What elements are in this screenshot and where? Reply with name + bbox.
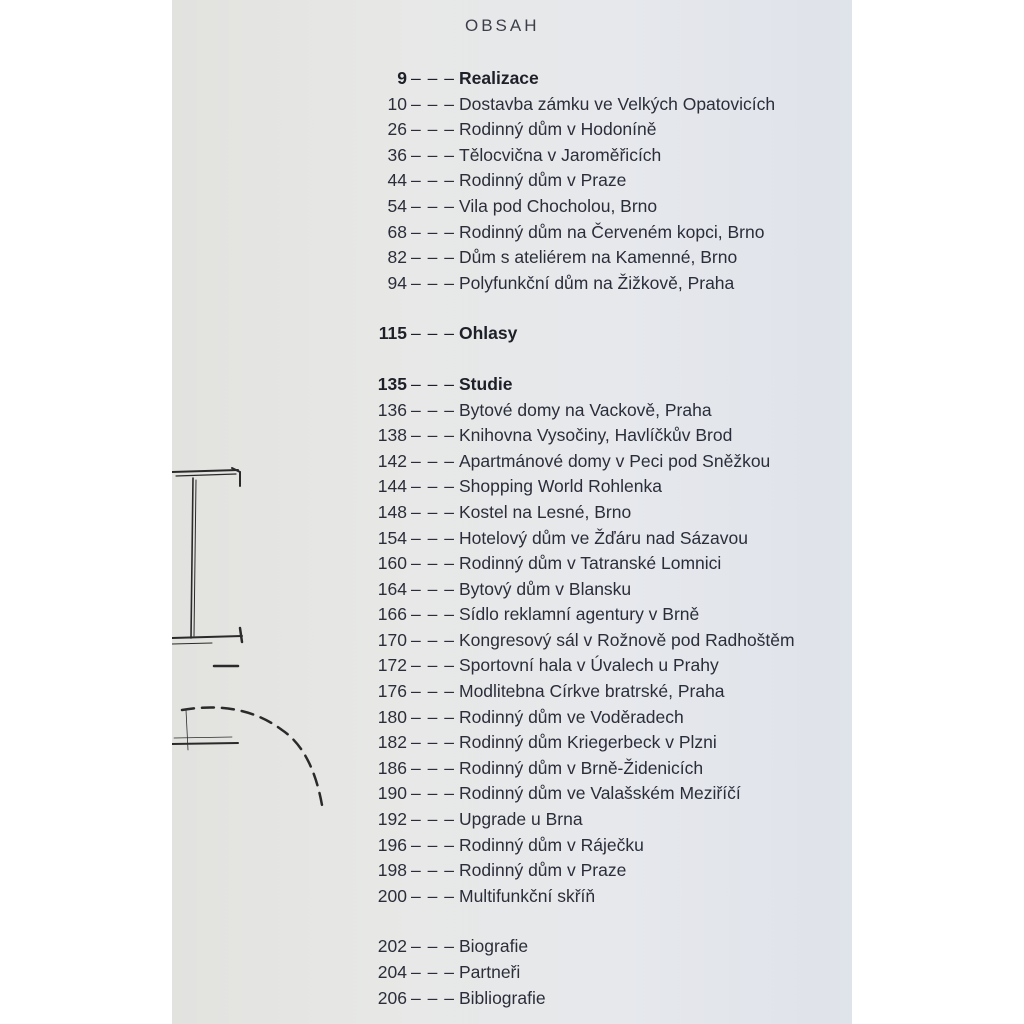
toc-entry: [355, 551, 845, 577]
toc-page-number: 180: [377, 706, 407, 727]
toc-page-number: 94: [387, 272, 407, 293]
toc-page-number: 154: [377, 527, 407, 548]
toc-title: Tělocvična v Jaroměřicích: [459, 144, 662, 165]
toc-separator: – – –: [411, 527, 455, 548]
toc-separator: – – –: [411, 706, 455, 727]
toc-title: Multifunkční skříň: [459, 885, 596, 906]
toc-separator: – – –: [411, 93, 455, 114]
toc-separator: – – –: [411, 885, 455, 906]
toc-entry: [355, 934, 845, 960]
toc-page-number: 54: [387, 195, 407, 216]
toc-separator: – – –: [411, 834, 455, 855]
toc-page-number: 164: [377, 578, 407, 599]
toc-separator: – – –: [411, 860, 455, 881]
toc-separator: – – –: [411, 144, 455, 165]
toc-page-number: 192: [377, 809, 407, 830]
toc-page-number: 10: [387, 93, 407, 114]
toc-section-heading: [355, 66, 845, 92]
toc-entry: [355, 960, 845, 986]
toc-title: Shopping World Rohlenka: [459, 476, 663, 497]
toc-title: Polyfunkční dům na Žižkově, Praha: [459, 272, 735, 293]
toc-entry: [355, 653, 845, 679]
toc-separator: – – –: [411, 221, 455, 242]
toc-title: Sídlo reklamní agentury v Brně: [459, 604, 700, 625]
toc-separator: – – –: [411, 987, 455, 1008]
toc-title: Ohlasy: [459, 323, 518, 344]
toc-entry: [355, 986, 845, 1012]
toc-title: Bytový dům v Blansku: [459, 578, 632, 599]
toc-entry: [355, 245, 845, 271]
toc-entry: [355, 398, 845, 424]
toc-separator: – – –: [411, 195, 455, 216]
toc-title: Kongresový sál v Rožnově pod Radhoštěm: [459, 629, 795, 650]
toc-entry: [355, 117, 845, 143]
toc-page-number: 198: [377, 860, 407, 881]
toc-page-number: 142: [377, 450, 407, 471]
toc-page-number: 144: [377, 476, 407, 497]
toc-page-number: 136: [377, 399, 407, 420]
toc-entry: [355, 807, 845, 833]
toc-separator: – – –: [411, 962, 455, 982]
toc-page-number: 206: [377, 987, 407, 1008]
toc-entry: [355, 756, 845, 782]
toc-page-number: 202: [377, 936, 407, 957]
toc-section-heading: [355, 372, 845, 398]
toc-title: Rodinný dům v Tatranské Lomnici: [459, 553, 722, 574]
toc-entry: [355, 705, 845, 731]
toc-title: Rodinný dům v Brně-Židenicích: [459, 757, 704, 778]
toc-title: Partneři: [459, 962, 521, 982]
toc-title: Vila pod Chocholou, Brno: [459, 195, 658, 216]
toc-title: Modlitebna Církve bratrské, Praha: [459, 681, 725, 702]
toc-title: Rodinný dům v Hodoníně: [459, 119, 657, 140]
toc-entry: [355, 500, 845, 526]
toc-title: Apartmánové domy v Peci pod Sněžkou: [459, 450, 771, 471]
toc-entry: [355, 220, 845, 246]
toc-entry: [355, 168, 845, 194]
toc-entry: [355, 423, 845, 449]
toc-title: Biografie: [459, 936, 529, 957]
toc-title: Realizace: [459, 68, 539, 88]
toc-page-number: 26: [387, 119, 407, 140]
toc-page-number: 166: [377, 604, 407, 625]
toc-page-number: 160: [377, 553, 407, 574]
toc-page-number: 176: [377, 681, 407, 702]
toc-entry: [355, 781, 845, 807]
toc-page-number: 200: [377, 885, 407, 906]
toc-page-number: 170: [377, 629, 407, 650]
toc-title: Rodinný dům ve Voděradech: [459, 706, 684, 727]
toc-separator: – – –: [411, 501, 455, 522]
toc-page-number: 82: [387, 247, 407, 268]
toc-separator: – – –: [411, 450, 455, 471]
toc-separator: – – –: [411, 399, 455, 420]
toc-entry: [355, 679, 845, 705]
toc-separator: – – –: [411, 783, 455, 804]
toc-separator: – – –: [411, 119, 455, 140]
toc-page-number: 44: [387, 170, 407, 191]
toc-page-number: 196: [377, 834, 407, 855]
toc-page-number: 9: [397, 68, 407, 88]
toc-separator: – – –: [411, 68, 455, 88]
toc-page-number: 204: [377, 962, 407, 982]
toc-entry: [355, 474, 845, 500]
toc-separator: – – –: [411, 272, 455, 293]
toc-page-number: 36: [387, 144, 407, 165]
toc-title: Sportovní hala v Úvalech u Prahy: [459, 655, 719, 676]
toc-page-number: 68: [387, 221, 407, 242]
toc-entry: [355, 884, 845, 910]
toc-page-number: 115: [378, 323, 407, 344]
toc-title: Studie: [459, 373, 513, 394]
toc-title: Rodinný dům ve Valašském Meziříčí: [459, 783, 741, 804]
toc-title: Bibliografie: [459, 987, 546, 1008]
toc-page-number: 182: [377, 732, 407, 753]
toc-section-heading: [355, 321, 845, 347]
toc-title: Kostel na Lesné, Brno: [459, 501, 632, 522]
toc-entry: [355, 449, 845, 475]
toc-page-number: 148: [377, 501, 407, 522]
toc-separator: – – –: [411, 757, 455, 778]
toc-entry: [355, 602, 845, 628]
toc-separator: – – –: [411, 681, 455, 702]
toc-entry: [355, 730, 845, 756]
toc-separator: – – –: [411, 936, 455, 957]
toc-entry: [355, 143, 845, 169]
toc-title: Rodinný dům v Ráječku: [459, 834, 644, 855]
toc-entry: [355, 194, 845, 220]
toc-entry: [355, 577, 845, 603]
toc-separator: – – –: [411, 604, 455, 625]
toc-title: Dům s ateliérem na Kamenné, Brno: [459, 247, 738, 268]
toc-title: Dostavba zámku ve Velkých Opatovicích: [459, 93, 776, 114]
toc-separator: – – –: [411, 553, 455, 574]
toc-page-number: 138: [377, 425, 407, 446]
toc-separator: – – –: [411, 247, 455, 268]
toc-title: Upgrade u Brna: [459, 809, 583, 830]
toc-separator: – – –: [411, 170, 455, 191]
toc-separator: – – –: [411, 655, 455, 676]
toc-entry: [355, 92, 845, 118]
toc-separator: – – –: [411, 425, 455, 446]
toc-separator: – – –: [411, 732, 455, 753]
toc-separator: – – –: [411, 373, 455, 394]
toc-page-number: 186: [377, 757, 407, 778]
toc-separator: – – –: [411, 629, 455, 650]
table-of-contents: [355, 66, 845, 1011]
toc-page-number: 135: [377, 373, 407, 394]
toc-title: Rodinný dům Kriegerbeck v Plzni: [459, 732, 717, 753]
toc-separator: – – –: [411, 809, 455, 830]
toc-title: Rodinný dům v Praze: [459, 170, 627, 191]
toc-entry: [355, 833, 845, 859]
toc-page-number: 172: [377, 655, 407, 676]
toc-entry: [355, 858, 845, 884]
page-title: OBSAH: [465, 16, 540, 35]
toc-entry: [355, 526, 845, 552]
toc-entry: [355, 628, 845, 654]
toc-separator: – – –: [411, 323, 455, 344]
architectural-sketch: [172, 460, 342, 820]
toc-title: Knihovna Vysočiny, Havlíčkův Brod: [459, 425, 733, 446]
toc-title: Hotelový dům ve Žďáru nad Sázavou: [459, 527, 748, 548]
toc-title: Rodinný dům na Červeném kopci, Brno: [459, 221, 765, 242]
toc-entry: [355, 271, 845, 297]
toc-title: Rodinný dům v Praze: [459, 860, 627, 881]
toc-page-number: 190: [377, 783, 407, 804]
toc-separator: – – –: [411, 578, 455, 599]
toc-separator: – – –: [411, 476, 455, 497]
toc-title: Bytové domy na Vackově, Praha: [459, 399, 712, 420]
